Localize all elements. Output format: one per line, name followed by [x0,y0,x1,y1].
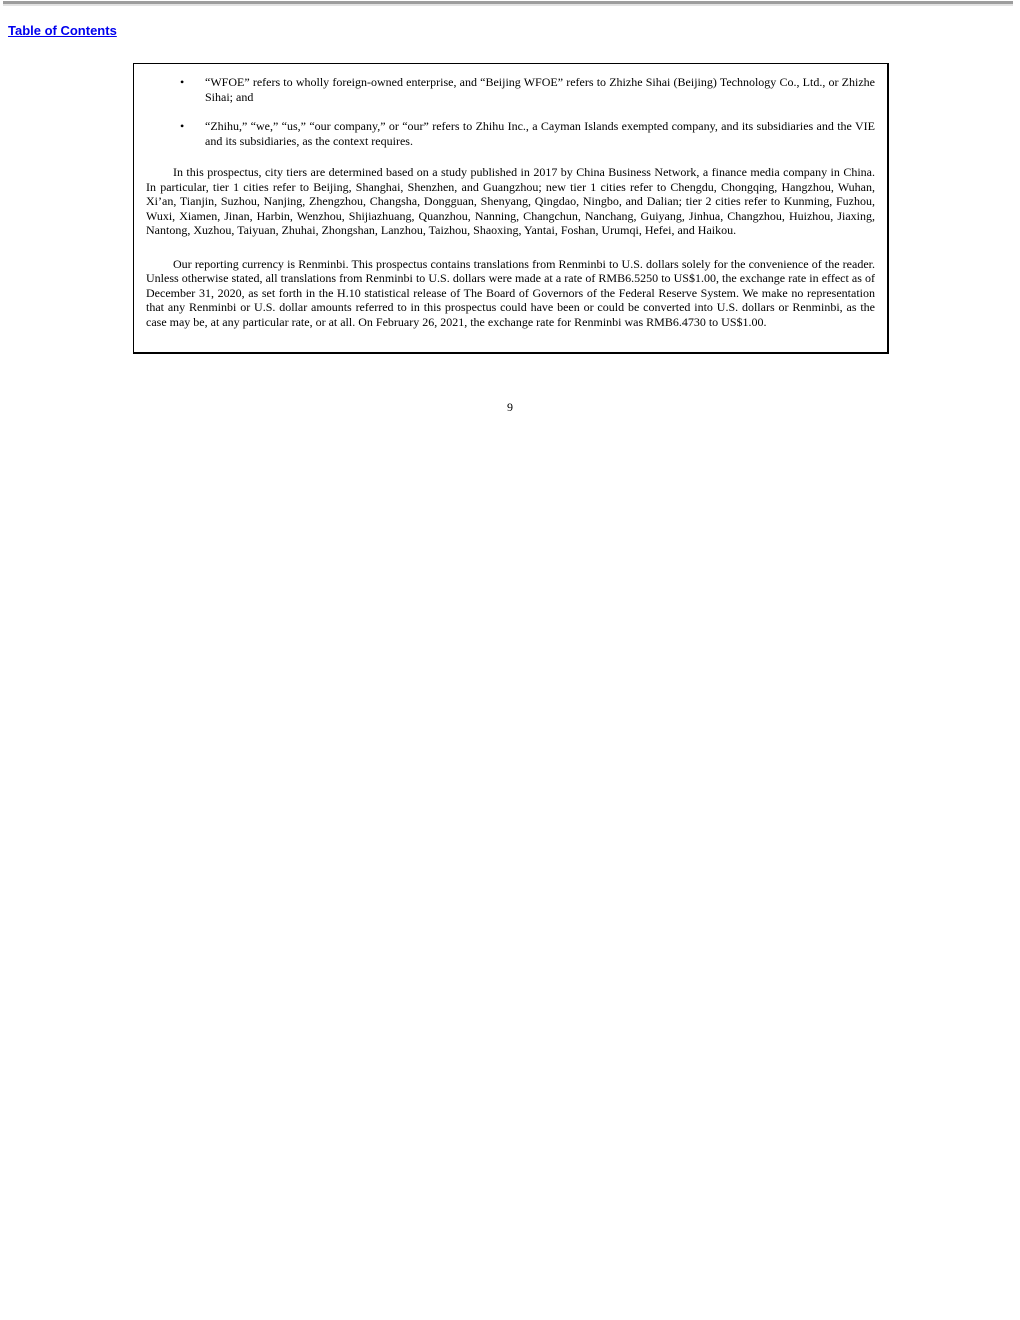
paragraph-city-tiers: In this prospectus, city tiers are determined based on a study published in 2017 by China Business Network, a finance media company in China. In particular, tier 1 cities refer to Beijing, Shanghai, Shenzhen, and Guangzhou; new tier 1 cities refer to Chengdu, Chongqing, Hangzhou, Wuhan, Xi’an, Tianjin, Suzhou, Nanjing, Zhengzhou, Changsha, Dongguan, Shenyang, Qingdao, Ningbo, and Dalian; tier 2 cities refer to Kunming, Fuzhou, Wuxi, Xiamen, Jinan, Harbin, Wenzhou, Shijiazhuang, Quanzhou, Nanning, Changchun, Nanchang, Guiyang, Jinhua, Changzhou, Huizhou, Jiaxing, Nantong, Xuzhou, Taiyuan, Zhuhai, Zhongshan, Lanzhou, Taizhou, Shaoxing, Yantai, Foshan, Urumqi, Hefei, and Haikou. [146,165,875,237]
list-item [180,75,875,104]
bullet-text-wfoe: “WFOE” refers to wholly foreign-owned enterprise, and “Beijing WFOE” refers to Zhizhe Sihai (Beijing) Technology Co., Ltd., or Zhizhe Sihai; and [205,75,875,104]
definitions-box [133,63,889,354]
table-of-contents-link[interactable]: Table of Contents [8,23,117,38]
list-item [180,119,875,148]
paragraph-reporting-currency: Our reporting currency is Renminbi. This prospectus contains translations from Renminbi to U.S. dollars solely for the convenience of the reader. Unless otherwise stated, all translations from Renminbi to U.S. dollars were made at a rate of RMB6.5250 to US$1.00, the exchange rate in effect as of December 31, 2020, as set forth in the H.10 statistical release of The Board of Governors of the Federal Reserve System. We make no representation that any Renminbi or U.S. dollar amounts referred to in this prospectus could have been or could be converted into U.S. dollars or Renminbi, as the case may be, at any particular rate, or at all. On February 26, 2021, the exchange rate for Renminbi was RMB6.4730 to US$1.00. [146,256,875,329]
bullet-icon: • [180,75,185,89]
top-divider [3,1,1013,6]
bullet-text-zhihu: “Zhihu,” “we,” “us,” “our company,” or “our” refers to Zhihu Inc., a Cayman Islands exempted company, and its subsidiaries and the VIE and its subsidiaries, as the context requires. [205,119,875,148]
bullet-icon: • [180,119,185,133]
page-number: 9 [507,400,513,414]
